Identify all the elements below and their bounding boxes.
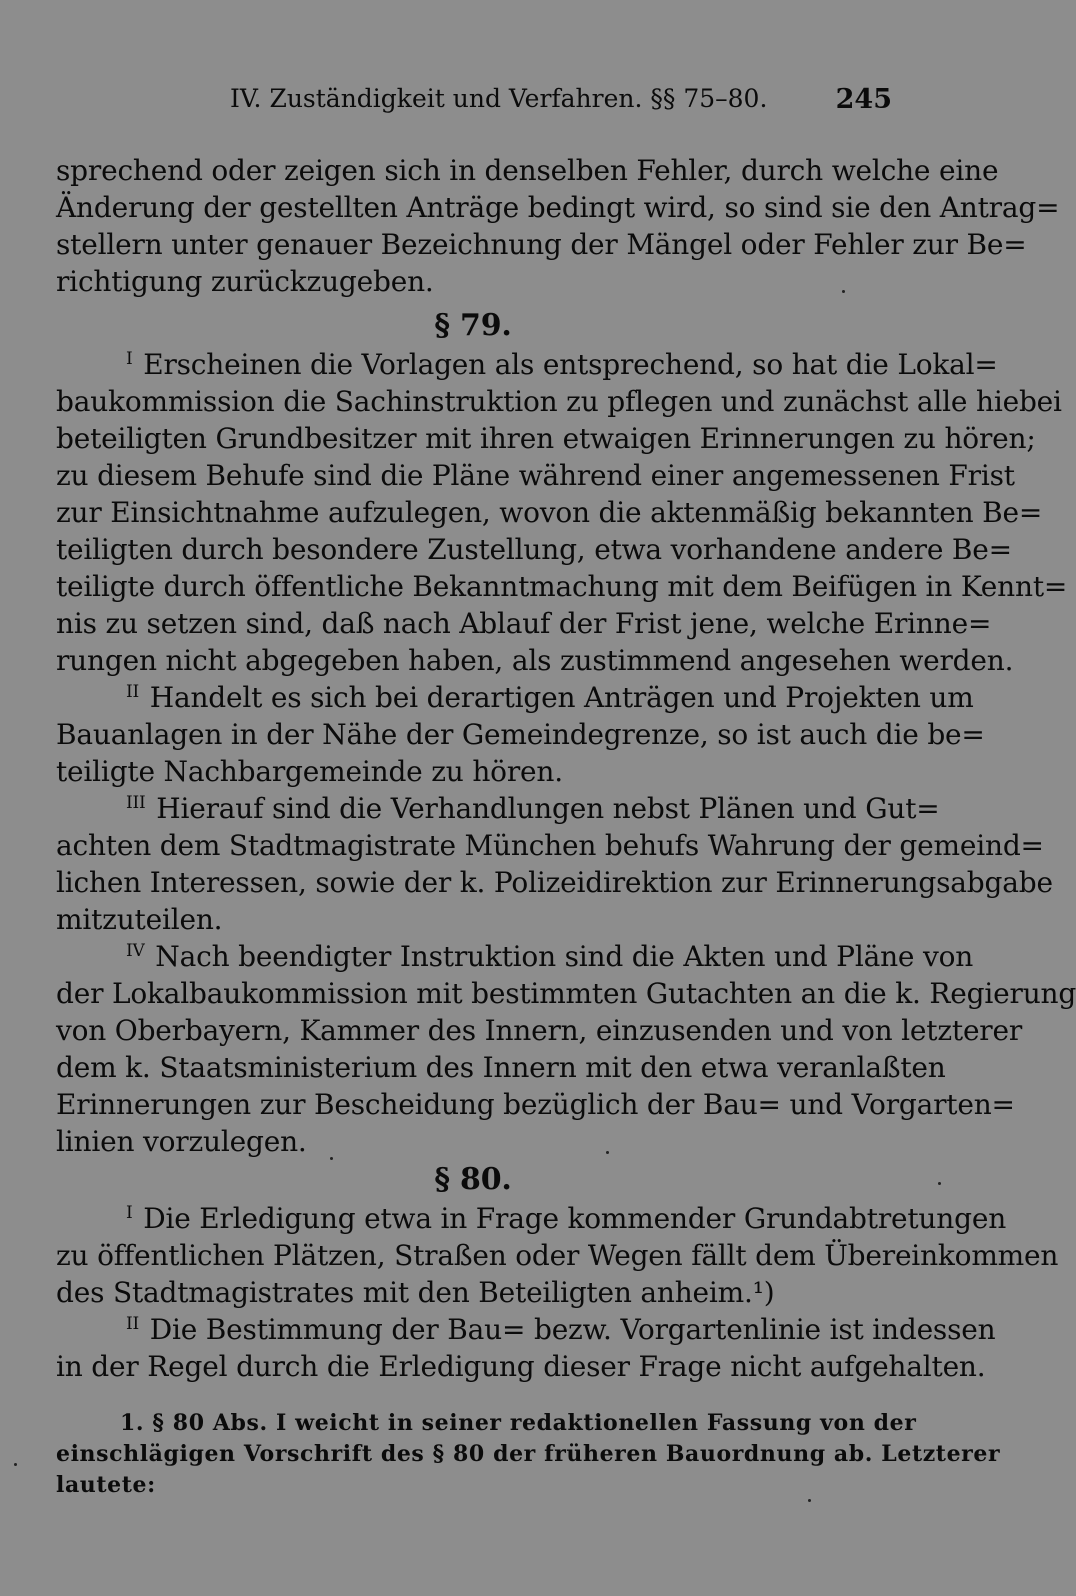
text-line — [56, 1200, 1007, 1237]
text-line-content: Die Erledigung etwa in Frage kommender Grundabtretungen — [143, 1202, 1007, 1235]
text-line-content: Erscheinen die Vorlagen als entsprechend, so hat die Lokal= — [143, 348, 998, 381]
paragraph-80-ii — [56, 1311, 996, 1385]
paragraph-mark: IV — [126, 940, 145, 961]
text-line: linien vorzulegen. — [56, 1125, 307, 1158]
scan-speck — [808, 1499, 811, 1502]
text-line — [56, 790, 940, 827]
section-heading: § 80. — [434, 1162, 512, 1197]
text-line: lichen Interessen, sowie der k. Polizeidirektion zur Erinnerungsabgabe — [56, 866, 1053, 899]
footnote-line: lautete: — [56, 1472, 156, 1498]
text-line: Bauanlagen in der Nähe der Gemeindegrenze, so ist auch die be= — [56, 718, 985, 751]
paragraph-mark: II — [126, 681, 140, 702]
text-line — [56, 679, 974, 716]
text-line: zur Einsichtnahme aufzulegen, wovon die aktenmäßig bekannten Be= — [56, 496, 1043, 529]
text-line: beteiligten Grundbesitzer mit ihren etwaigen Erinnerungen zu hören; — [56, 422, 1036, 455]
paragraph-79-i — [56, 346, 1068, 679]
text-line: nis zu setzen sind, daß nach Ablauf der Frist jene, welche Erinne= — [56, 607, 992, 640]
paragraph-79-iv — [56, 938, 1076, 1160]
paragraph-79-iii — [56, 790, 1053, 938]
section-80 — [56, 1160, 1059, 1385]
text-line-content: Nach beendigter Instruktion sind die Akten und Pläne von — [155, 940, 974, 973]
text-line: richtigung zurückzugeben. — [56, 265, 434, 298]
text-line-content: Hierauf sind die Verhandlungen nebst Plänen und Gut= — [156, 792, 940, 825]
text-line: des Stadtmagistrates mit den Beteiligten anheim.¹) — [56, 1276, 775, 1309]
text-line: zu öffentlichen Plätzen, Straßen oder Wegen fällt dem Übereinkommen — [56, 1239, 1059, 1272]
footnote-line: einschlägigen Vorschrift des § 80 der früheren Bauordnung ab. Letzterer — [56, 1441, 1001, 1467]
text-line-content: Handelt es sich bei derartigen Anträgen und Projekten um — [149, 681, 974, 714]
text-line: dem k. Staatsministerium des Innern mit den etwa veranlaßten — [56, 1051, 946, 1084]
paragraph-80-i — [56, 1200, 1059, 1311]
paragraph-mark: II — [126, 1313, 140, 1334]
scan-speck — [842, 290, 845, 293]
text-line: baukommission die Sachinstruktion zu pflegen und zunächst alle hiebei — [56, 385, 1062, 418]
section-79 — [56, 306, 1076, 1160]
text-line: von Oberbayern, Kammer des Innern, einzusenden und von letzterer — [56, 1014, 1023, 1047]
paragraph-79-ii — [56, 679, 985, 790]
text-line: sprechend oder zeigen sich in denselben Fehler, durch welche eine — [56, 154, 999, 187]
text-line — [56, 938, 974, 975]
text-line: mitzuteilen. — [56, 903, 223, 936]
scan-speck — [14, 1463, 17, 1466]
text-line: Erinnerungen zur Bescheidung bezüglich der Bau= und Vorgarten= — [56, 1088, 1015, 1121]
text-line: teiligte durch öffentliche Bekanntmachung mit dem Beifügen in Kennt= — [56, 570, 1068, 603]
paragraph-mark: I — [126, 348, 133, 369]
text-line: teiligte Nachbargemeinde zu hören. — [56, 755, 563, 788]
text-line: rungen nicht abgegeben haben, als zustimmend angesehen werden. — [56, 644, 1014, 677]
scan-speck — [606, 1151, 609, 1154]
text-line — [56, 1311, 996, 1348]
scan-speck — [330, 1157, 333, 1160]
footnote-line: 1. § 80 Abs. I weicht in seiner redaktionellen Fassung von der — [120, 1410, 917, 1436]
text-line: Änderung der gestellten Anträge bedingt wird, so sind sie den Antrag= — [56, 191, 1060, 224]
text-line-content: Die Bestimmung der Bau= bezw. Vorgartenlinie ist indessen — [149, 1313, 996, 1346]
text-line: teiligten durch besondere Zustellung, etwa vorhandene andere Be= — [56, 533, 1012, 566]
page-number: 245 — [835, 84, 892, 115]
paragraph-mark: I — [126, 1202, 133, 1223]
footnote — [56, 1408, 1001, 1501]
scan-speck — [938, 1182, 941, 1185]
text-line: stellern unter genauer Bezeichnung der Mängel oder Fehler zur Be= — [56, 228, 1027, 261]
text-line: achten dem Stadtmagistrate München behufs Wahrung der gemeind= — [56, 829, 1044, 862]
section-heading: § 79. — [434, 308, 512, 343]
text-line: in der Regel durch die Erledigung dieser Frage nicht aufgehalten. — [56, 1350, 986, 1383]
text-line — [56, 346, 998, 383]
intro-paragraph — [56, 152, 1060, 300]
running-head: IV. Zuständigkeit und Verfahren. §§ 75–80. — [230, 84, 768, 113]
text-line: der Lokalbaukommission mit bestimmten Gutachten an die k. Regierung — [56, 977, 1076, 1010]
text-line: zu diesem Behufe sind die Pläne während einer angemessenen Frist — [56, 459, 1015, 492]
paragraph-mark: III — [126, 792, 146, 813]
page-header — [230, 84, 892, 124]
